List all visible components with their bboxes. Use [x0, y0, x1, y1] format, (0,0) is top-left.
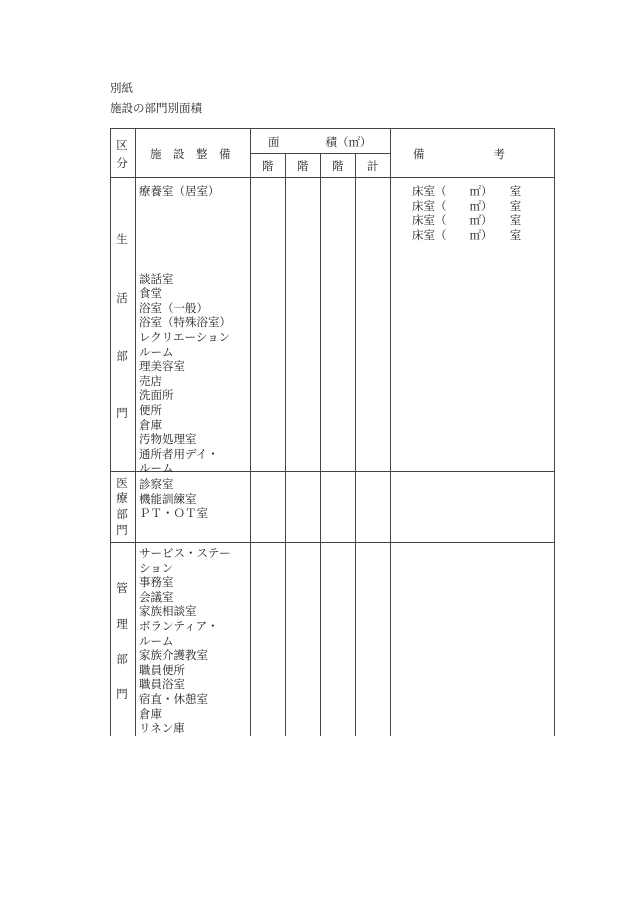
- list-item: レクリエーション: [139, 329, 231, 344]
- remark-line: 床室（ ㎡） 室: [412, 198, 522, 213]
- section-living-char-1: 生: [116, 232, 128, 246]
- remark-line: 床室（ ㎡） 室: [412, 184, 522, 198]
- section-living-char-4: 門: [116, 406, 128, 420]
- attachment-label: 別紙: [110, 81, 133, 95]
- section-living-items: [139, 184, 231, 476]
- col-divider-floor1: [285, 153, 286, 736]
- list-item: ション: [139, 560, 174, 575]
- section-medical-items: [139, 477, 208, 521]
- header-remarks: 備 考: [413, 147, 505, 161]
- table-border-left: [110, 128, 111, 736]
- list-item: 事務室: [139, 575, 174, 590]
- list-item: [139, 213, 231, 228]
- list-item: 職員浴室: [139, 677, 185, 692]
- section-medical-char-4: 門: [116, 523, 128, 537]
- section-medical-char-2: 療: [116, 491, 128, 505]
- col-divider-area: [390, 128, 391, 736]
- list-item: 理美容室: [139, 359, 185, 374]
- list-item: 浴室（特殊浴室）: [139, 315, 231, 330]
- list-item: ボランティア・: [139, 618, 219, 633]
- list-item: 診察室: [139, 477, 174, 491]
- section-admin-char-4: 門: [116, 687, 128, 701]
- list-item: [139, 242, 231, 257]
- header-category-char-1: 区: [116, 138, 128, 152]
- list-item: 倉庫: [139, 417, 162, 432]
- section-admin-char-2: 理: [116, 617, 128, 631]
- list-item: 汚物処理室: [139, 432, 197, 447]
- list-item: 売店: [139, 373, 162, 388]
- table-border-right: [554, 128, 555, 736]
- header-category-char-2: 分: [116, 156, 128, 170]
- header-floor-3: 階: [332, 159, 344, 173]
- page-title: 施設の部門別面積: [110, 101, 202, 115]
- list-item: 宿直・休憩室: [139, 691, 208, 706]
- section-medical-char-1: 医: [116, 476, 128, 490]
- section-admin-items: [139, 546, 231, 736]
- list-item: 洗面所: [139, 388, 174, 403]
- remark-line: 床室（ ㎡） 室: [412, 227, 522, 242]
- section-admin-char-3: 部: [116, 652, 128, 666]
- section-divider-2: [110, 542, 554, 543]
- list-item: [139, 228, 231, 243]
- col-divider-facility: [250, 128, 251, 736]
- section-living-char-2: 活: [116, 291, 128, 305]
- table-border-top: [110, 128, 554, 129]
- header-floor-2: 階: [297, 159, 309, 173]
- list-item: 浴室（一般）: [139, 300, 208, 315]
- list-item: リネン庫: [139, 721, 185, 736]
- list-item: 会議室: [139, 589, 174, 604]
- header-bottom-line: [110, 177, 554, 178]
- section-living-remarks: [412, 184, 521, 242]
- list-item: 機能訓練室: [139, 491, 197, 506]
- header-total: 計: [367, 159, 379, 173]
- list-item: 便所: [139, 402, 162, 417]
- list-item: 療養室（居室）: [139, 184, 220, 198]
- section-living-char-3: 部: [116, 349, 128, 363]
- list-item: 家族介護教室: [139, 648, 208, 663]
- list-item: 食堂: [139, 286, 162, 301]
- col-divider-floor3: [355, 153, 356, 736]
- list-item: ルーム: [139, 633, 174, 648]
- list-item: 通所者用デイ・: [139, 446, 219, 461]
- section-admin-char-1: 管: [116, 581, 128, 595]
- list-item: 談話室: [139, 271, 174, 286]
- remark-line: 床室（ ㎡） 室: [412, 213, 522, 228]
- list-item: 倉庫: [139, 706, 162, 721]
- header-area-title: 面 積（㎡）: [268, 135, 372, 149]
- header-floor-1: 階: [262, 159, 274, 173]
- section-medical-char-3: 部: [116, 507, 128, 521]
- header-facility: 施 設 整 備: [150, 147, 231, 161]
- list-item: 職員便所: [139, 662, 185, 677]
- list-item: サービス・ステー: [139, 546, 231, 560]
- list-item: ルーム: [139, 461, 174, 476]
- col-divider-floor2: [320, 153, 321, 736]
- col-divider-category: [135, 128, 136, 736]
- list-item: 家族相談室: [139, 604, 197, 619]
- list-item: [139, 199, 231, 214]
- list-item: ルーム: [139, 344, 174, 359]
- list-item: [139, 257, 231, 272]
- list-item: ＰＴ・ＯＴ室: [139, 506, 208, 521]
